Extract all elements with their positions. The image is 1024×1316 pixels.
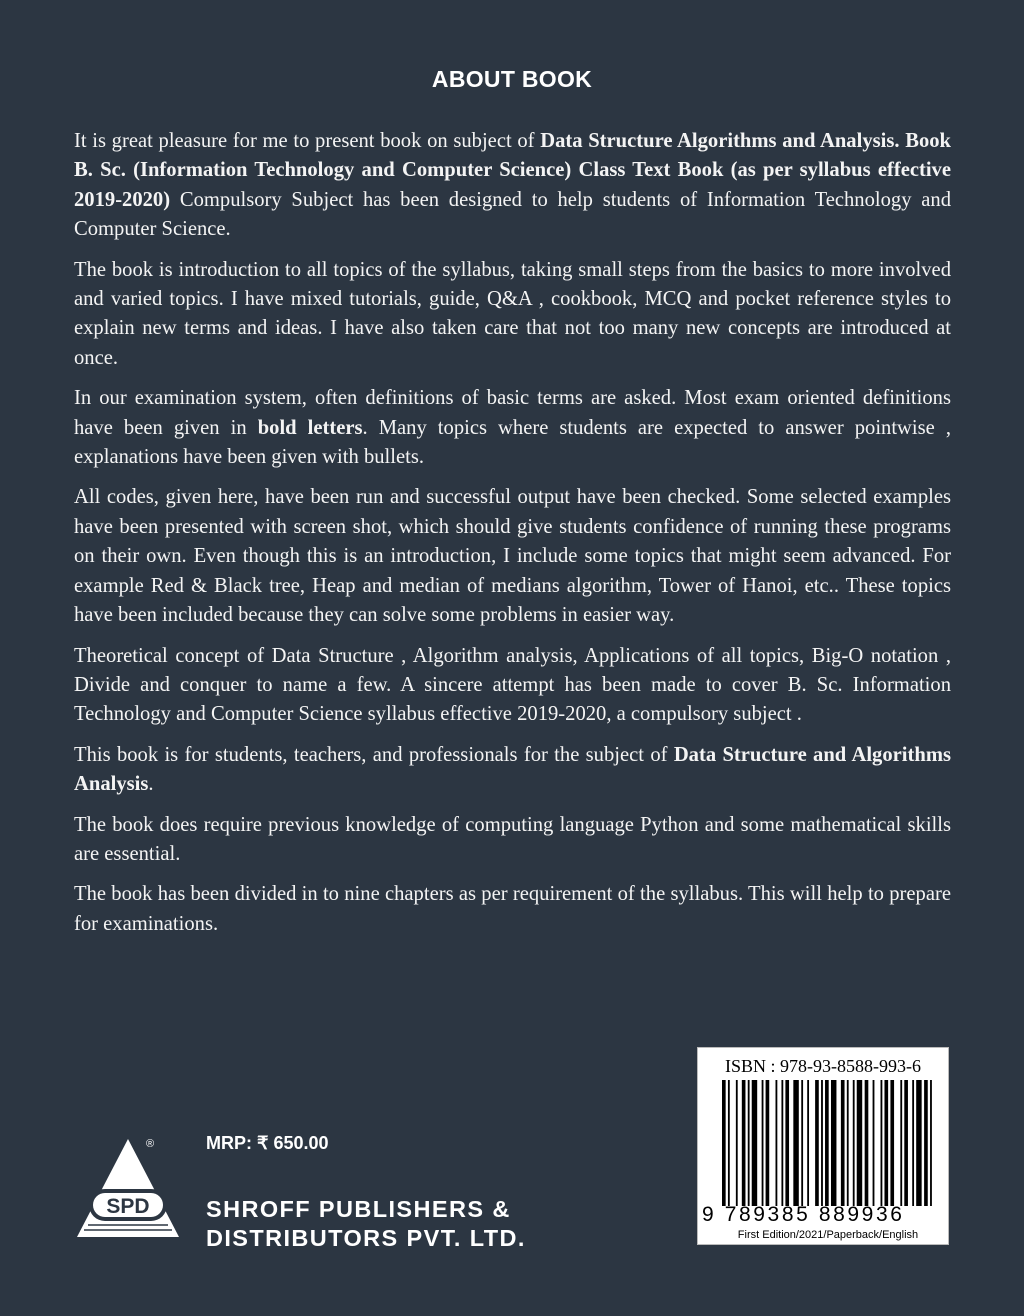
text-run: All codes, given here, have been run and successful output have been checked. Some selected examples have been presented with screen shot, which should give students confidence of running these programs on their own. Even though this is an introduction, I include some topics that might seem advanced. For example Red & Black tree, Heap and median of medians algorithm, Tower of Hanoi, etc.. These topics have been included because they can solve some problems in easier way. [74, 486, 951, 627]
paragraph [74, 741, 951, 800]
paragraph [74, 256, 951, 374]
page-title: ABOUT BOOK [431, 66, 593, 92]
text-run: Compulsory Subject has been designed to help students of Information Technology and Computer Science. [74, 188, 951, 241]
edition-info: First Edition/2021/Paperback/English [737, 1229, 919, 1241]
text-run: The book has been divided in to nine chapters as per requirement of the syllabus. This will help to prepare for examinations. [74, 883, 951, 935]
about-book-text [74, 127, 951, 950]
paragraph [74, 127, 951, 245]
paragraph [74, 880, 951, 939]
logo-text: SPD [106, 1195, 150, 1218]
text-run: Theoretical concept of Data Structure , Algorithm analysis, Applications of all topics, Big-O notation , Divide and conquer to name a few. A sincere attempt has been made to cover B. Sc. Information Technology and Computer Science syllabus effective 2019-2020, a compulsory subject . [74, 644, 951, 726]
isbn-label: ISBN : 978-93-8588-993-6 [725, 1056, 921, 1076]
text-run: In our examination system, often definitions of basic terms are asked. Most exam oriented definitions have been given in [74, 387, 951, 439]
paragraph [74, 642, 951, 730]
spd-logo-icon [74, 1133, 186, 1241]
publisher-line-1: SHROFF PUBLISHERS & [206, 1196, 511, 1222]
paragraph [74, 811, 951, 870]
bold-text: Data Structure and Algorithms Analysis [74, 743, 951, 796]
text-run: . Many topics where students are expected to answer pointwise , explanations have been given with bullets. [74, 416, 951, 469]
text-run: . [148, 773, 154, 796]
text-run: It is great pleasure for me to present book on subject of [74, 130, 541, 152]
publisher-name [206, 1195, 526, 1253]
barcode-icon [722, 1080, 936, 1206]
paragraph [74, 483, 951, 630]
paragraph [74, 384, 951, 472]
isbn-box [697, 1047, 949, 1245]
text-run: This book is for students, teachers, and professionals for the subject of [74, 743, 674, 766]
barcode-digits: 9 789385 889936 [702, 1203, 905, 1226]
text-run: The book is introduction to all topics of the syllabus, taking small steps from the basics to more involved and varied topics. I have mixed tutorials, guide, Q&A , cookbook, MCQ and pocket reference styles to explain new terms and ideas. I have also taken care that not too many new concepts are introduced at once. [74, 258, 951, 369]
registered-mark: ® [146, 1138, 155, 1150]
bold-text: bold letters [257, 416, 363, 439]
text-run: The book does require previous knowledge of computing language Python and some mathematical skills are essential. [74, 813, 951, 865]
publisher-line-2: DISTRIBUTORS PVT. LTD. [206, 1225, 526, 1251]
price-label: MRP: ₹ 650.00 [206, 1133, 329, 1153]
bold-text: Data Structure Algorithms and Analysis. Book B. Sc. (Information Technology and Computer Science) Class Text Book (as per syllabus effective 2019-2020) [74, 130, 951, 211]
